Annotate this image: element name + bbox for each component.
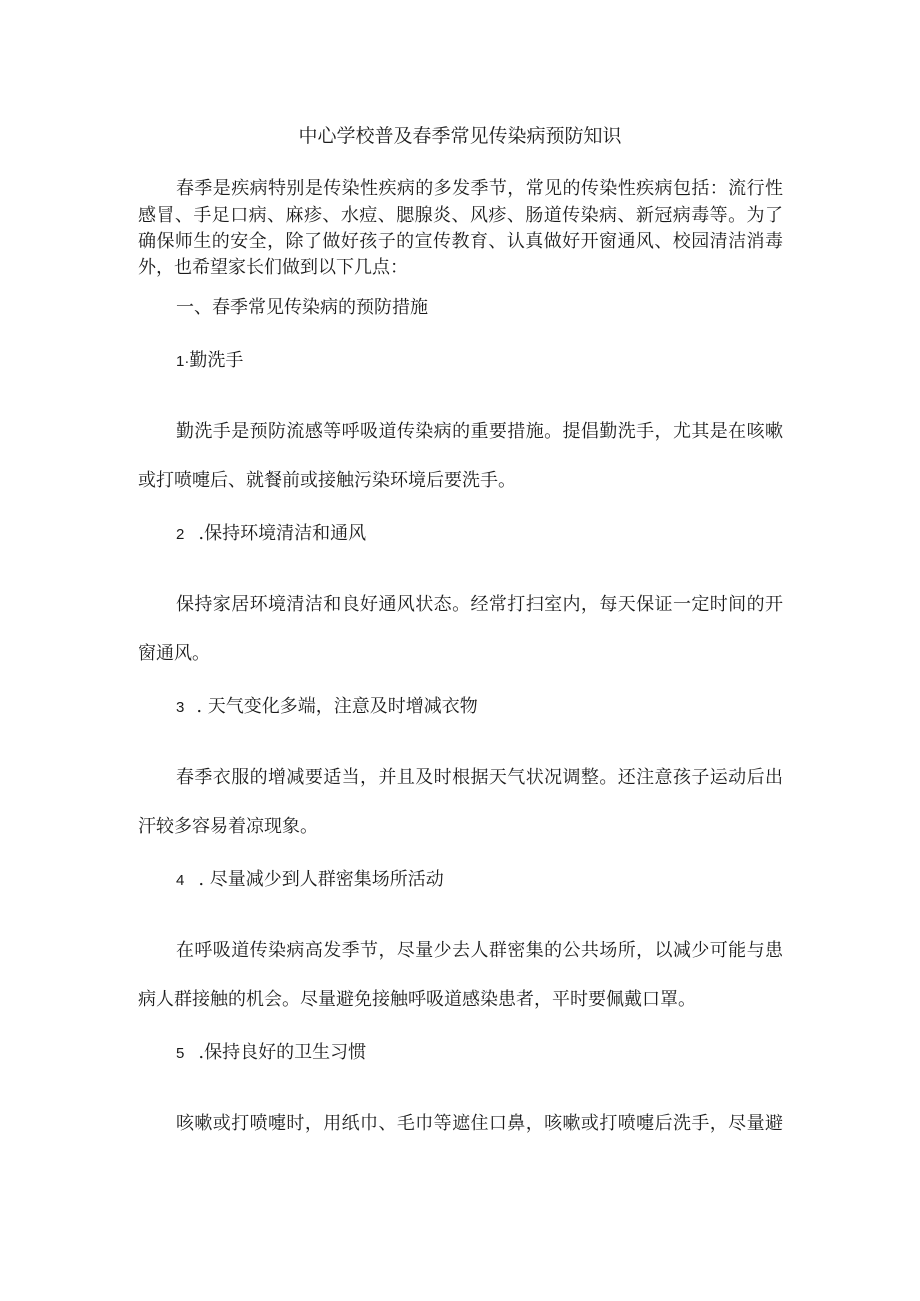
- item-1-heading: [176, 350, 243, 373]
- item-2-number: 2: [176, 526, 185, 543]
- intro-line-1: 春季是疾病特别是传染性疾病的多发季节，常见的传染性疾病包括：流行性: [176, 178, 783, 199]
- item-3-number: 3: [176, 699, 185, 716]
- section-heading: 一、春季常见传染病的预防措施: [176, 297, 428, 318]
- item-5-heading: [176, 1042, 366, 1065]
- item-4-number: 4: [176, 872, 185, 889]
- item-3-body-line-2: 汗较多容易着凉现象。: [138, 816, 318, 837]
- item-5-number: 5: [176, 1045, 185, 1062]
- item-2-heading: [176, 523, 366, 546]
- item-1-body-line-2: 或打喷嚏后、就餐前或接触污染环境后要洗手。: [138, 470, 516, 491]
- intro-line-2: 感冒、手足口病、麻疹、水痘、腮腺炎、风疹、肠道传染病、新冠病毒等。为了: [138, 205, 783, 226]
- intro-line-4: 外，也希望家长们做到以下几点：: [138, 257, 408, 278]
- item-5-title: .保持良好的卫生习惯: [198, 1042, 367, 1063]
- document-title: 中心学校普及春季常见传染病预防知识: [298, 125, 622, 147]
- item-1-title: 勤洗手: [189, 350, 244, 371]
- item-2-title: .保持环境清洁和通风: [198, 523, 367, 544]
- item-4-heading: [176, 869, 444, 892]
- item-5-body-line-1: 咳嗽或打喷嚏时，用纸巾、毛巾等遮住口鼻，咳嗽或打喷嚏后洗手，尽量避: [176, 1113, 783, 1134]
- item-3-body-line-1: 春季衣服的增减要适当，并且及时根据天气状况调整。还注意孩子运动后出: [176, 767, 783, 788]
- item-4-title: . 尽量减少到人群密集场所活动: [198, 869, 444, 890]
- intro-line-3: 确保师生的安全，除了做好孩子的宣传教育、认真做好开窗通风、校园清洁消毒: [138, 231, 783, 252]
- item-2-body-line-1: 保持家居环境清洁和良好通风状态。经常打扫室内，每天保证一定时间的开: [176, 594, 783, 615]
- item-4-body-line-1: 在呼吸道传染病高发季节，尽量少去人群密集的公共场所，以减少可能与患: [176, 940, 783, 961]
- item-1-number: 1·: [176, 353, 190, 370]
- item-4-body-line-2: 病人群接触的机会。尽量避免接触呼吸道感染患者，平时要佩戴口罩。: [138, 989, 696, 1010]
- item-2-body-line-2: 窗通风。: [138, 643, 210, 664]
- item-1-body-line-1: 勤洗手是预防流感等呼吸道传染病的重要措施。提倡勤洗手，尤其是在咳嗽: [176, 421, 783, 442]
- item-3-heading: [176, 696, 478, 719]
- item-3-title: . 天气变化多端，注意及时增减衣物: [196, 696, 478, 717]
